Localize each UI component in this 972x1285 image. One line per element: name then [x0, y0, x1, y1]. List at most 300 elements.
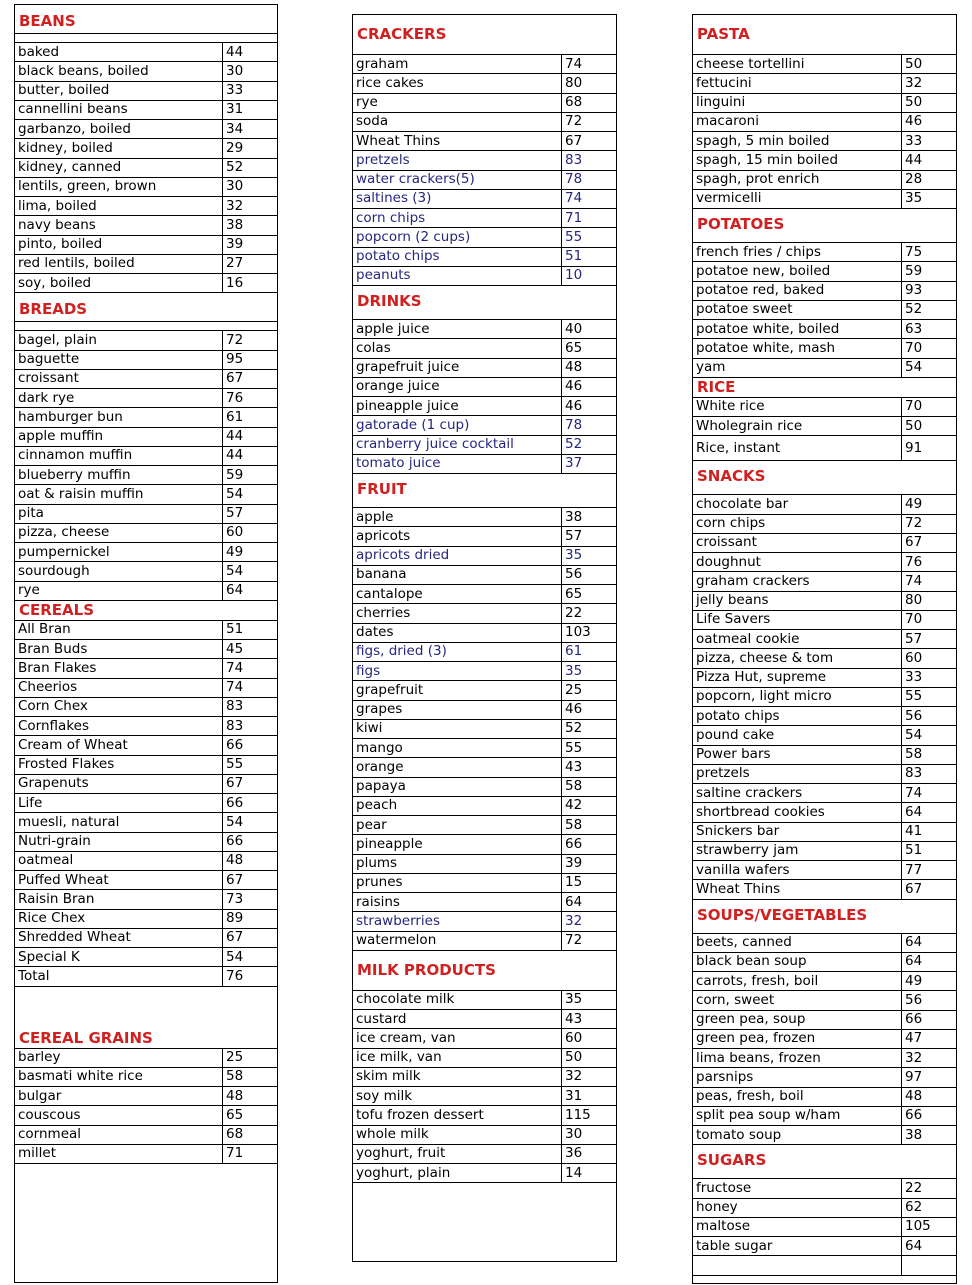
row-value: 46	[561, 397, 616, 415]
section-gap	[15, 987, 277, 1029]
row-label: cantalope	[356, 585, 423, 602]
table-row	[353, 436, 616, 455]
row-label: oatmeal	[18, 852, 74, 869]
table-row	[15, 910, 277, 929]
row-value: 55	[561, 228, 616, 246]
row-label: gatorade (1 cup)	[356, 416, 470, 433]
row-value: 27	[222, 255, 277, 273]
row-value: 67	[222, 929, 277, 947]
row-value: 61	[561, 643, 616, 661]
row-value: 68	[222, 1126, 277, 1144]
table-row	[15, 216, 277, 235]
section-title: MILK PRODUCTS	[357, 960, 496, 979]
table-row	[15, 255, 277, 274]
row-label: red lentils, boiled	[18, 255, 135, 272]
table-row	[353, 912, 616, 931]
row-value: 35	[561, 547, 616, 565]
row-label: apple juice	[356, 320, 430, 337]
row-value: 72	[561, 113, 616, 131]
table-row	[15, 236, 277, 255]
row-value: 44	[222, 447, 277, 465]
row-label: pear	[356, 816, 387, 833]
row-value: 46	[561, 378, 616, 396]
table-row	[693, 572, 956, 591]
table-row	[693, 688, 956, 707]
row-label: black beans, boiled	[18, 62, 149, 79]
row-label: corn, sweet	[696, 991, 775, 1008]
table-row	[353, 1029, 616, 1048]
table-row	[15, 582, 277, 601]
row-value: 55	[222, 756, 277, 774]
table-row	[353, 416, 616, 435]
section-title: CEREAL GRAINS	[19, 1028, 153, 1047]
table-row	[15, 1087, 277, 1106]
table-row	[15, 679, 277, 698]
table-row	[353, 527, 616, 546]
row-value: 55	[901, 688, 956, 706]
table-row	[693, 1179, 956, 1198]
row-label: cannellini beans	[18, 101, 128, 118]
table-row	[353, 228, 616, 247]
table-row	[15, 621, 277, 640]
row-value: 48	[222, 852, 277, 870]
row-label: Bran Buds	[18, 640, 88, 657]
row-value: 51	[561, 248, 616, 266]
row-value: 61	[222, 408, 277, 426]
row-label: All Bran	[18, 621, 71, 638]
table-row	[353, 1145, 616, 1164]
row-label: tofu frozen dessert	[356, 1106, 484, 1123]
table-row	[15, 120, 277, 139]
table-row	[15, 101, 277, 120]
table-row	[693, 611, 956, 630]
row-label: dates	[356, 624, 394, 641]
row-label: soda	[356, 113, 389, 130]
row-label: Nutri-grain	[18, 833, 91, 850]
row-label: potato chips	[696, 707, 780, 724]
table-row	[15, 967, 277, 986]
table-row	[15, 659, 277, 678]
row-value: 35	[561, 991, 616, 1009]
row-value: 71	[222, 1145, 277, 1163]
row-label: popcorn, light micro	[696, 688, 832, 705]
section-title: PASTA	[697, 25, 750, 43]
row-value: 60	[901, 649, 956, 667]
row-label: figs, dried (3)	[356, 643, 447, 660]
table-row	[693, 151, 956, 170]
row-label: tomato soup	[696, 1126, 782, 1143]
row-value: 80	[901, 592, 956, 610]
row-label: Corn Chex	[18, 698, 88, 715]
row-label: prunes	[356, 874, 403, 891]
row-label: ice cream, van	[356, 1029, 456, 1046]
row-value: 44	[222, 428, 277, 446]
row-label: raisins	[356, 893, 400, 910]
row-label: potato chips	[356, 248, 440, 265]
row-label: cherries	[356, 604, 411, 621]
row-value: 60	[222, 524, 277, 542]
table-row	[693, 803, 956, 822]
row-value: 89	[222, 910, 277, 928]
table-row	[693, 1126, 956, 1145]
row-label: Puffed Wheat	[18, 871, 109, 888]
column-left	[14, 4, 278, 1283]
row-label: yoghurt, plain	[356, 1164, 451, 1181]
table-row	[693, 861, 956, 880]
row-label: apricots dried	[356, 547, 450, 564]
row-label: table sugar	[696, 1237, 773, 1254]
row-value: 57	[222, 505, 277, 523]
row-label: couscous	[18, 1106, 81, 1123]
row-value: 16	[222, 274, 277, 292]
table-row	[693, 880, 956, 899]
row-value: 50	[561, 1049, 616, 1067]
row-label: doughnut	[696, 553, 761, 570]
table-row	[353, 797, 616, 816]
section-header-crackers	[353, 15, 616, 55]
row-label: fettucini	[696, 74, 752, 91]
table-row	[693, 1030, 956, 1049]
row-label: Life	[18, 794, 43, 811]
row-value: 78	[561, 416, 616, 434]
table-row	[15, 485, 277, 504]
row-value: 64	[901, 1237, 956, 1255]
row-value: 52	[561, 436, 616, 454]
row-label: potatoe white, mash	[696, 339, 836, 356]
row-label: dark rye	[18, 389, 75, 406]
row-label: orange	[356, 758, 404, 775]
row-label: custard	[356, 1010, 407, 1027]
row-label: soy milk	[356, 1087, 413, 1104]
row-label: grapefruit juice	[356, 359, 460, 376]
row-label: popcorn (2 cups)	[356, 228, 471, 245]
table-row	[693, 1068, 956, 1087]
section-title: SOUPS/VEGETABLES	[697, 905, 868, 924]
table-row	[693, 495, 956, 514]
table-row	[353, 378, 616, 397]
row-value: 54	[901, 726, 956, 744]
row-value: 41	[901, 823, 956, 841]
table-row	[353, 624, 616, 643]
row-value: 83	[222, 698, 277, 716]
row-value: 32	[561, 1068, 616, 1086]
row-label: potatoe new, boiled	[696, 262, 831, 279]
row-value: 32	[561, 912, 616, 930]
row-value: 50	[901, 94, 956, 112]
row-value: 25	[561, 681, 616, 699]
table-row	[693, 262, 956, 281]
row-value: 54	[222, 813, 277, 831]
row-label: soy, boiled	[18, 274, 92, 291]
table-row	[353, 248, 616, 267]
table-row	[15, 178, 277, 197]
row-label: yam	[696, 359, 726, 376]
row-value: 76	[901, 553, 956, 571]
row-value: 31	[561, 1087, 616, 1105]
table-row	[693, 515, 956, 534]
row-label: cheese tortellini	[696, 55, 805, 72]
table-row	[693, 746, 956, 765]
row-value: 60	[561, 1029, 616, 1047]
table-row	[693, 1199, 956, 1218]
row-label: vanilla wafers	[696, 861, 790, 878]
row-value: 43	[561, 1010, 616, 1028]
row-label: Pizza Hut, supreme	[696, 669, 827, 686]
row-value: 56	[561, 566, 616, 584]
row-value: 103	[561, 624, 616, 642]
row-value: 64	[561, 893, 616, 911]
row-value: 25	[222, 1049, 277, 1067]
row-value: 37	[561, 455, 616, 473]
row-value: 65	[561, 585, 616, 603]
table-row	[693, 592, 956, 611]
row-label: Special K	[18, 948, 80, 965]
table-row	[693, 74, 956, 93]
table-row	[353, 397, 616, 416]
row-label: garbanzo, boiled	[18, 120, 131, 137]
row-label: White rice	[696, 398, 765, 415]
row-label: lentils, green, brown	[18, 178, 157, 195]
table-row	[353, 932, 616, 951]
row-value: 49	[901, 495, 956, 513]
row-value: 66	[222, 794, 277, 812]
table-row	[15, 139, 277, 158]
row-value: 74	[901, 784, 956, 802]
table-row	[15, 833, 277, 852]
row-label: blueberry muffin	[18, 466, 131, 483]
row-label: rye	[18, 582, 40, 599]
row-value: 72	[222, 331, 277, 349]
row-label: muesli, natural	[18, 813, 120, 830]
table-row	[353, 855, 616, 874]
row-label: black bean soup	[696, 953, 807, 970]
row-value: 59	[222, 466, 277, 484]
row-label: water crackers(5)	[356, 171, 475, 188]
row-value: 65	[222, 1106, 277, 1124]
row-label: baked	[18, 43, 60, 60]
table-row	[693, 1088, 956, 1107]
row-label: skim milk	[356, 1068, 421, 1085]
row-label: strawberries	[356, 912, 441, 929]
row-label: pizza, cheese & tom	[696, 649, 834, 666]
table-row	[353, 547, 616, 566]
row-value: 22	[901, 1179, 956, 1197]
row-label: Raisin Bran	[18, 890, 95, 907]
table-row	[15, 43, 277, 62]
row-label: banana	[356, 566, 407, 583]
table-row	[693, 55, 956, 74]
row-value: 57	[901, 630, 956, 648]
row-value: 74	[561, 190, 616, 208]
section-header-snacks	[693, 461, 956, 495]
table-row	[15, 698, 277, 717]
row-label: pita	[18, 505, 44, 522]
table-row	[693, 339, 956, 358]
row-value: 75	[901, 243, 956, 261]
row-value: 38	[222, 216, 277, 234]
row-label: Life Savers	[696, 611, 771, 628]
table-row	[353, 74, 616, 93]
table-row	[693, 190, 956, 209]
row-value: 91	[901, 436, 956, 460]
row-value: 97	[901, 1068, 956, 1086]
table-row	[353, 1010, 616, 1029]
row-label: pineapple	[356, 835, 423, 852]
row-value: 39	[561, 855, 616, 873]
row-label: french fries / chips	[696, 243, 821, 260]
table-row	[15, 428, 277, 447]
row-value: 36	[561, 1145, 616, 1163]
table-row	[353, 209, 616, 228]
row-value: 52	[901, 301, 956, 319]
table-row	[353, 991, 616, 1010]
row-value: 56	[901, 707, 956, 725]
row-label: barley	[18, 1049, 61, 1066]
row-value: 66	[222, 833, 277, 851]
table-row	[353, 1068, 616, 1087]
row-value: 66	[901, 1107, 956, 1125]
section-title: SNACKS	[697, 467, 766, 486]
row-label: jelly beans	[696, 592, 769, 609]
row-value: 74	[901, 572, 956, 590]
row-value: 64	[901, 953, 956, 971]
table-row	[15, 543, 277, 562]
row-label: honey	[696, 1199, 738, 1216]
table-row	[15, 640, 277, 659]
row-value: 83	[222, 717, 277, 735]
row-label: shortbread cookies	[696, 803, 825, 820]
row-value: 70	[901, 611, 956, 629]
table-row	[353, 1126, 616, 1145]
section-header-rice	[693, 378, 956, 398]
table-row	[353, 643, 616, 662]
table-row	[15, 1049, 277, 1068]
row-value: 32	[222, 197, 277, 215]
table-row	[353, 339, 616, 358]
table-row	[693, 1256, 956, 1275]
row-value: 65	[561, 339, 616, 357]
row-label: corn chips	[696, 515, 766, 532]
table-row	[15, 948, 277, 967]
section-title: POTATOES	[697, 215, 785, 233]
section-header-potatoes	[693, 209, 956, 243]
section-header-sugars	[693, 1145, 956, 1179]
row-value: 95	[222, 351, 277, 369]
table-row	[353, 758, 616, 777]
table-row	[693, 301, 956, 320]
row-label: cornmeal	[18, 1126, 82, 1143]
row-value: 64	[901, 803, 956, 821]
table-row	[15, 871, 277, 890]
table-row	[15, 62, 277, 81]
table-row	[15, 1126, 277, 1145]
row-label: yoghurt, fruit	[356, 1145, 446, 1162]
table-row	[15, 1106, 277, 1125]
table-row	[15, 331, 277, 350]
table-row	[693, 436, 956, 461]
row-label: vermicelli	[696, 190, 762, 207]
row-label: grapefruit	[356, 681, 424, 698]
row-value: 76	[222, 389, 277, 407]
table-row	[353, 604, 616, 623]
table-row	[693, 991, 956, 1010]
row-value: 58	[561, 778, 616, 796]
row-value: 44	[901, 151, 956, 169]
row-value: 67	[561, 132, 616, 150]
table-row	[353, 1087, 616, 1106]
row-label: Snickers bar	[696, 823, 780, 840]
row-label: pretzels	[696, 765, 750, 782]
row-label: papaya	[356, 778, 406, 795]
row-value: 77	[901, 861, 956, 879]
row-label: watermelon	[356, 932, 437, 949]
row-value: 48	[561, 359, 616, 377]
row-label	[693, 1256, 901, 1274]
row-label: kidney, canned	[18, 159, 122, 176]
row-label: ice milk, van	[356, 1049, 442, 1066]
row-label: spagh, prot enrich	[696, 171, 820, 188]
table-row	[353, 893, 616, 912]
row-value: 51	[222, 621, 277, 639]
table-row	[353, 359, 616, 378]
table-row	[15, 524, 277, 543]
table-row	[353, 566, 616, 585]
table-row	[693, 113, 956, 132]
section-header-drinks	[353, 286, 616, 320]
table-row	[15, 370, 277, 389]
row-label: apple	[356, 508, 394, 525]
row-label: oatmeal cookie	[696, 630, 800, 647]
table-row	[353, 681, 616, 700]
row-label: saltines (3)	[356, 190, 432, 207]
row-value: 56	[901, 991, 956, 1009]
table-row	[353, 739, 616, 758]
row-label: peanuts	[356, 267, 411, 284]
section-title: DRINKS	[357, 292, 422, 310]
section-title: BEANS	[19, 12, 76, 30]
row-label: peach	[356, 797, 398, 814]
row-label: croissant	[696, 534, 757, 551]
row-label: strawberry jam	[696, 842, 799, 859]
row-value: 32	[901, 74, 956, 92]
row-label: graham crackers	[696, 572, 810, 589]
row-value: 32	[901, 1049, 956, 1067]
row-value: 54	[222, 485, 277, 503]
row-label: Rice, instant	[696, 439, 781, 456]
row-value: 115	[561, 1106, 616, 1124]
row-label: pizza, cheese	[18, 524, 110, 541]
section-title: RICE	[697, 377, 736, 396]
row-value: 34	[222, 120, 277, 138]
row-value: 42	[561, 797, 616, 815]
row-label: apricots	[356, 527, 411, 544]
row-value: 29	[222, 139, 277, 157]
row-value: 67	[901, 534, 956, 552]
row-label: chocolate bar	[696, 495, 789, 512]
section-title: BREADS	[19, 300, 88, 319]
row-value: 52	[561, 720, 616, 738]
row-label: cranberry juice cocktail	[356, 436, 514, 453]
section-title: FRUIT	[357, 480, 407, 498]
row-value: 30	[222, 62, 277, 80]
row-value: 54	[901, 359, 956, 377]
section-header-beans	[15, 5, 277, 34]
row-label: corn chips	[356, 209, 426, 226]
table-row	[15, 929, 277, 948]
row-label: sourdough	[18, 562, 90, 579]
row-label: carrots, fresh, boil	[696, 972, 819, 989]
row-value: 48	[222, 1087, 277, 1105]
